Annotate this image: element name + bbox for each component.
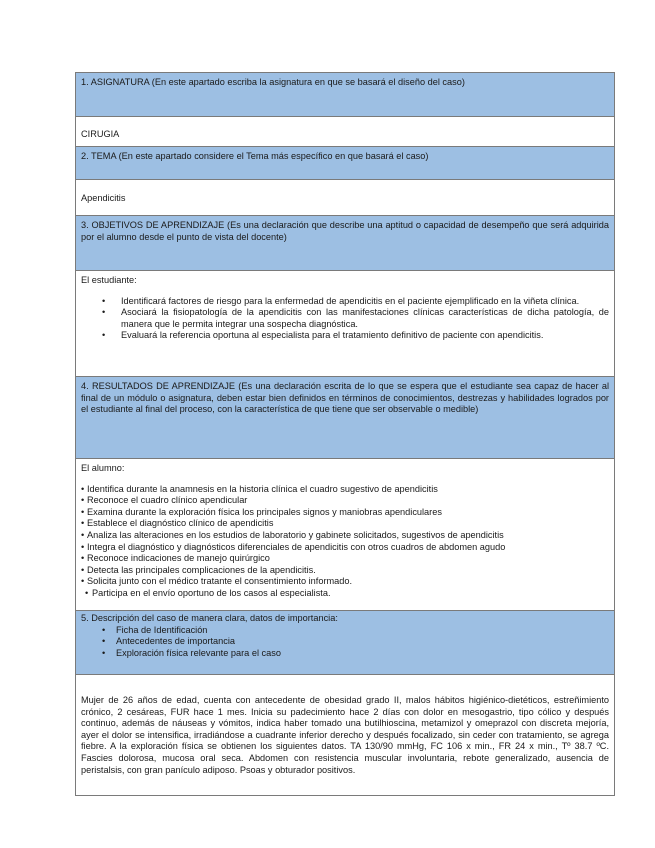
- descripcion-header: 5. Descripción del caso de manera clara, datos de importancia:: [81, 613, 338, 623]
- list-item: • Examina durante la exploración física los principales signos y maniobras apendiculares: [81, 507, 609, 519]
- objetivos-content-row: [76, 271, 614, 377]
- list-item: • Ficha de Identificación: [81, 625, 609, 637]
- list-item: • Identifica durante la anamnesis en la historia clínica el cuadro sugestivo de apendicitis: [81, 484, 609, 496]
- resultados-content-row: [76, 459, 614, 611]
- list-item: • Exploración física relevante para el caso: [81, 648, 609, 660]
- list-item: • Asociará la fisiopatología de la apendicitis con las manifestaciones clínicas características de dicha patología, de manera que le permita integrar una sospecha diagnóstica.: [81, 307, 609, 330]
- list-item: • Establece el diagnóstico clínico de apendicitis: [81, 518, 609, 530]
- caso-content-row: [76, 675, 614, 795]
- list-item: • Evaluará la referencia oportuna al especialista para el tratamiento definitivo de paciente con apendicitis.: [81, 330, 609, 342]
- asignatura-value: CIRUGIA: [81, 129, 120, 139]
- asignatura-value-row: [76, 117, 614, 147]
- resultados-header: 4. RESULTADOS DE APRENDIZAJE (Es una declaración escrita de lo que se espera que el estudiante sea capaz de hacer al final de un módulo o asignatura, deben estar bien definidos en términos de conocimientos, destrezas y habilidades logrados por el estudiante al final del proceso, con la característica de que tiene que ser observable o medible): [81, 381, 609, 415]
- asignatura-header-row: [76, 73, 614, 117]
- descripcion-list: [81, 625, 609, 660]
- tema-header-row: [76, 147, 614, 180]
- list-item: • Analiza las alteraciones en los estudios de laboratorio y gabinete solicitados, sugestivos de apendicitis: [81, 530, 609, 542]
- tema-header: 2. TEMA (En este apartado considere el Tema más específico en que basará el caso): [81, 151, 429, 161]
- descripcion-header-row: [76, 611, 614, 675]
- objetivos-intro: El estudiante:: [81, 275, 137, 285]
- objetivos-header-row: [76, 216, 614, 271]
- case-description: Mujer de 26 años de edad, cuenta con antecedente de obesidad grado II, malos hábitos higiénico-dietéticos, estreñimiento crónico, 2 cesáreas, FUR hace 1 mes. Inicia su padecimiento hace 2 días con dolor en mesogastrio, tipo cólico y después continuo, además de náuseas y vómitos, indica haber tomado una butilhioscina, metamizol y omeprazol con discreta mejoría, ayer el dolor se intensifica, irradiándose a cuadrante inferior derecho y después focalizado, sin ceder con tratamiento, se agrega fiebre. A la exploración física se obtienen los siguientes datos. TA 130/90 mmHg, FC 106 x min., FR 24 x min., Tº 38.7 ºC. Fascies dolorosa, mucosa oral seca. Abdomen con resistencia muscular involuntaria, rebote generalizado, ausencia de peristalsis, con gran panículo adiposo. Psoas y obturador positivos.: [81, 695, 609, 775]
- objetivos-list: [81, 296, 609, 342]
- tema-value: Apendicitis: [81, 193, 126, 203]
- resultados-list: [81, 484, 609, 600]
- list-item: • Reconoce el cuadro clínico apendicular: [81, 495, 609, 507]
- resultados-intro: El alumno:: [81, 463, 125, 473]
- resultados-header-row: [76, 377, 614, 459]
- objetivos-header: 3. OBJETIVOS DE APRENDIZAJE (Es una declaración que describe una aptitud o capacidad de desempeño que será adquirida por el alumno desde el punto de vista del docente): [81, 220, 609, 242]
- list-item: • Antecedentes de importancia: [81, 636, 609, 648]
- list-item: • Solicita junto con el médico tratante el consentimiento informado.: [81, 576, 609, 588]
- case-design-table: [75, 72, 615, 796]
- list-item: • Reconoce indicaciones de manejo quirúrgico: [81, 553, 609, 565]
- list-item: • Integra el diagnóstico y diagnósticos diferenciales de apendicitis con otros cuadros de abdomen agudo: [81, 542, 609, 554]
- tema-value-row: [76, 180, 614, 216]
- list-item: • Participa en el envío oportuno de los casos al especialista.: [81, 588, 609, 600]
- list-item: • Identificará factores de riesgo para la enfermedad de apendicitis en el paciente ejemplificado en la viñeta clínica.: [81, 296, 609, 308]
- list-item: • Detecta las principales complicaciones de la apendicitis.: [81, 565, 609, 577]
- asignatura-header: 1. ASIGNATURA (En este apartado escriba la asignatura en que se basará el diseño del caso): [81, 77, 465, 87]
